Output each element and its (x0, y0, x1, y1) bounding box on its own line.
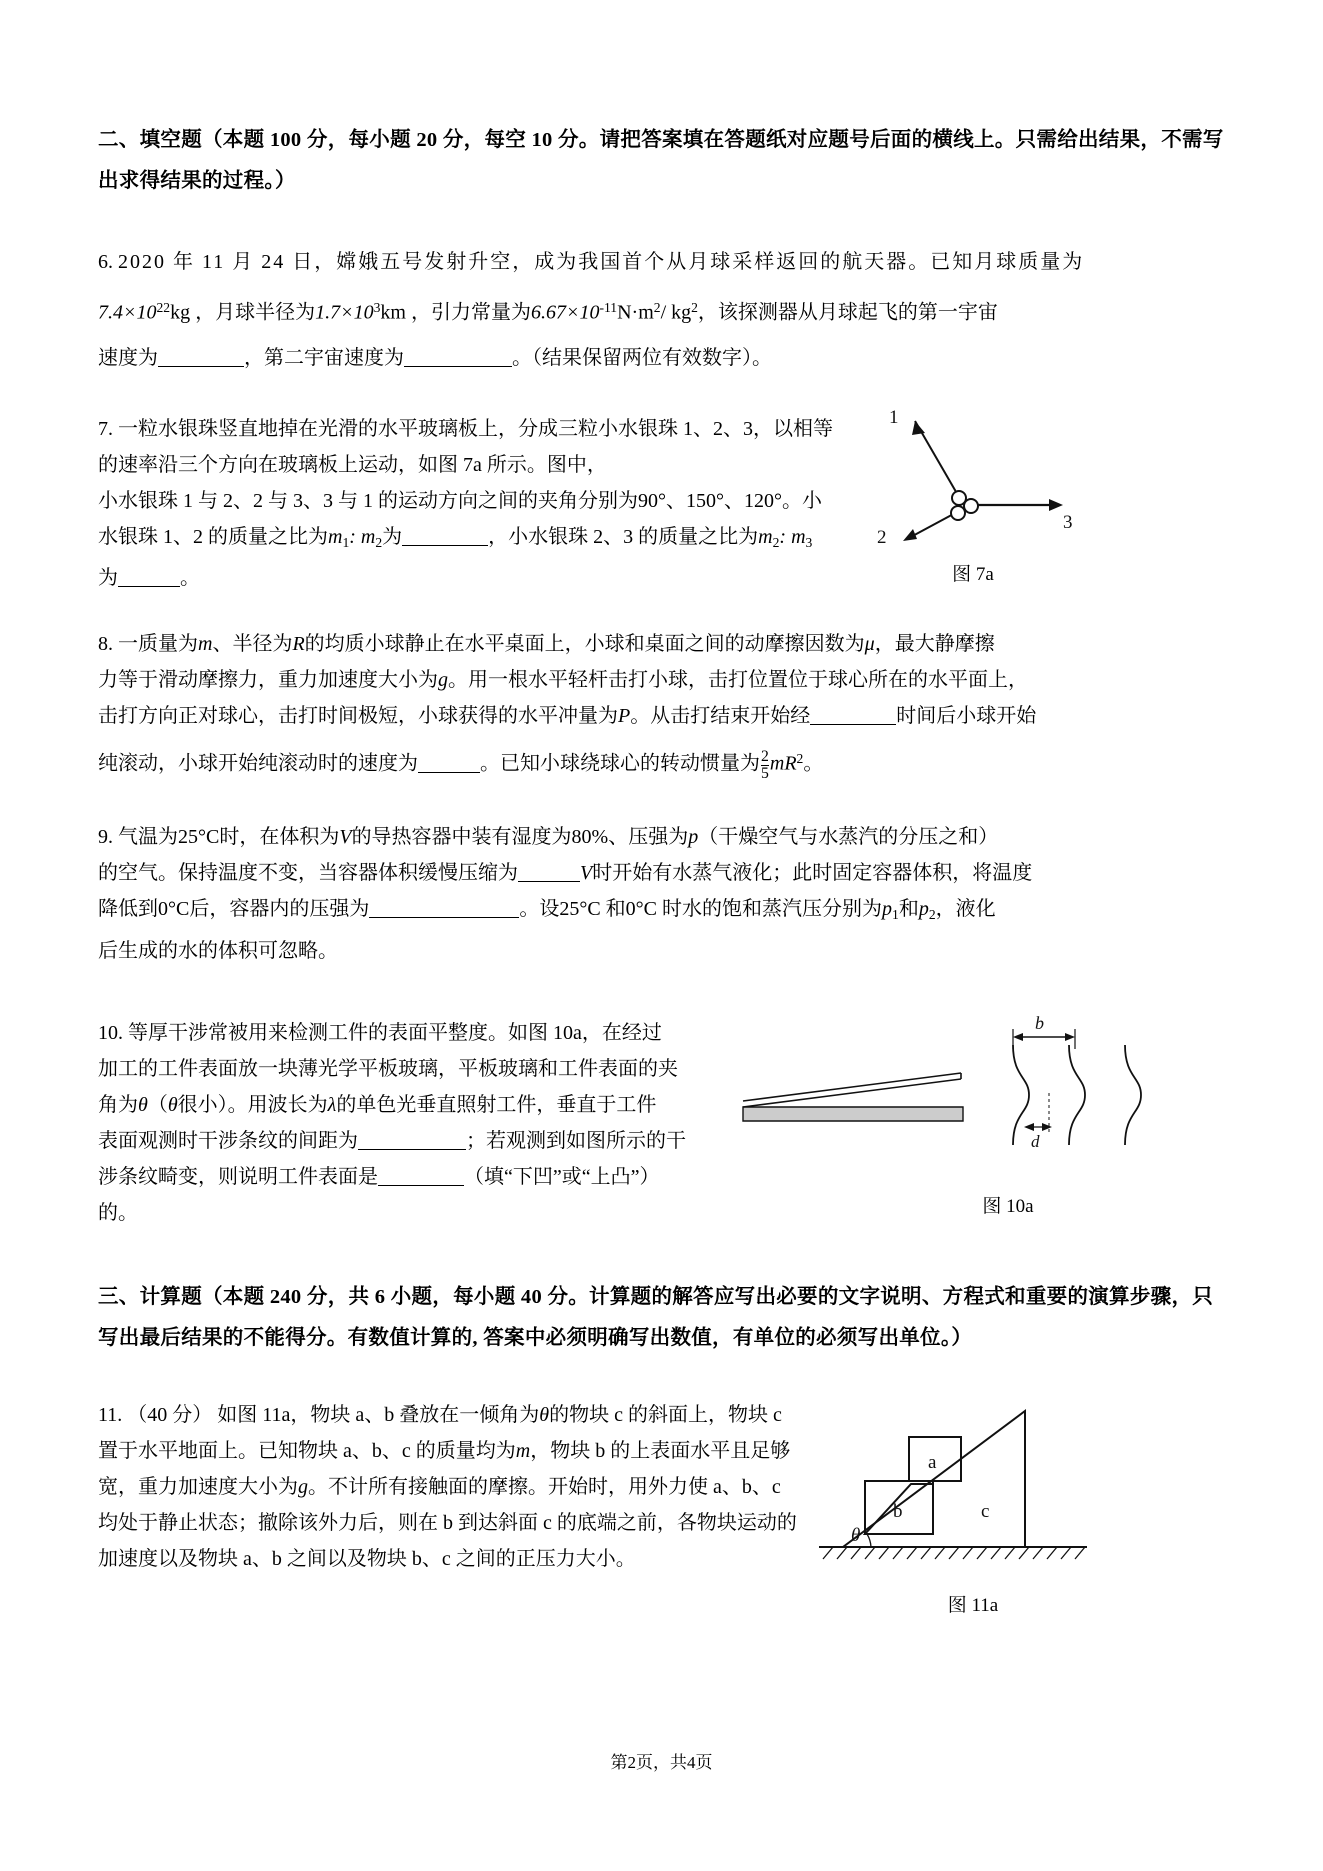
q7-m3: : m (779, 525, 806, 548)
figure-7a-label-3: 3 (1063, 511, 1073, 533)
question-7 (98, 406, 1226, 597)
figure-10a-label-d: d (1031, 1131, 1040, 1151)
q10-line3c: 很小）。用波长为 (177, 1093, 328, 1116)
q9-line2a: 的空气。保持温度不变，当容器体积缓慢压缩为 (98, 861, 518, 884)
q9-V2: V (580, 861, 593, 884)
q8-number: 8. (98, 633, 113, 656)
q11-line2a: 置于水平地面上。已知物块 a、b、c 的质量均为 (98, 1439, 516, 1462)
q6-radius-unit: km (380, 301, 406, 324)
q7-m1-sub: 1 (342, 534, 350, 550)
q7-line1: 一粒水银珠竖直地掉在光滑的水平玻璃板上，分成三粒小水银珠 1、2、3，以相等 (118, 417, 833, 440)
q7-m2: : m (349, 525, 376, 548)
q10-line3d: 的单色光垂直照射工件，垂直于工件 (336, 1093, 657, 1116)
q7-line4a: 水银珠 1、2 的质量之比为 (98, 525, 328, 548)
q11-number: 11. (98, 1403, 123, 1426)
q11-line3a: 宽，重力加速度大小为 (98, 1475, 298, 1498)
q6-blank-2[interactable] (404, 366, 512, 367)
q6-mass-exp: 22 (156, 300, 171, 315)
q8-line3a: 击打方向正对球心，击打时间极短，小球获得的水平冲量为 (98, 705, 618, 728)
q7-line3: 小水银珠 1 与 2、2 与 3、3 与 1 的运动方向之间的夹角分别为90°、150°、120°。小 (98, 489, 822, 512)
q8-mu: μ (864, 633, 875, 656)
q8-line1c: 的均质小球静止在水平桌面上，小球和桌面之间的动摩擦因数为 (304, 633, 865, 656)
page-content (98, 120, 1226, 1616)
q8-line1b: 、半径为 (212, 633, 293, 656)
q8-line4a: 纯滚动，小球开始纯滚动时的速度为 (98, 752, 418, 775)
q10-line4a: 表面观测时干涉条纹的间距为 (98, 1129, 358, 1152)
q8-line3c: 时间后小球开始 (896, 705, 1037, 728)
q10-line5a: 涉条纹畸变，则说明工件表面是 (98, 1165, 378, 1188)
q9-blank-1[interactable] (518, 881, 580, 882)
q8-line3b: 。从击打结束开始经 (630, 705, 811, 728)
q6-radius-exp: 3 (373, 300, 381, 315)
figure-11a-label-theta: θ (851, 1524, 861, 1546)
q7-line2: 的速率沿三个方向在玻璃板上运动，如图 7a 所示。图中， (98, 453, 607, 476)
q8-line2b: 。用一根水平轻杆击打小球，击打位置位于球心所在的水平面上， (448, 669, 1028, 692)
q8-blank-1[interactable] (810, 724, 896, 725)
q6-const-unit-b-exp: 2 (653, 300, 661, 315)
q7-line5b: 。 (180, 567, 200, 590)
figure-11a-caption: 图 11a (947, 1594, 999, 1616)
q10-line4b: ；若观测到如图所示的干 (466, 1129, 686, 1152)
q8-g: g (438, 669, 448, 692)
q9-V: V (339, 825, 352, 848)
q7-blank-2[interactable] (118, 586, 180, 587)
q6-line3c: 。（结果保留两位有效数字）。 (512, 346, 772, 369)
q8-R: R (292, 633, 305, 656)
q11-line1a: 如图 11a，物块 a、b 叠放在一倾角为 (217, 1403, 540, 1426)
q7-line4d: 为 (382, 525, 403, 548)
q8-fraction (761, 749, 769, 782)
q9-p: p (688, 825, 699, 848)
q11-line2b: ，物块 b 的上表面水平且足够 (530, 1439, 791, 1462)
q6-line1: 2020 年 11 月 24 日，嫦娥五号发射升空，成为我国首个从月球采样返回的航天器。已知月球质量为 (118, 251, 1085, 273)
q10-line3a: 角为 (98, 1093, 138, 1116)
q6-blank-1[interactable] (158, 366, 244, 367)
q7-m3-sub: 3 (805, 534, 813, 550)
q8-mR: mR (769, 752, 797, 775)
question-9 (98, 819, 1226, 969)
q9-p2-sub: 2 (928, 906, 936, 922)
q6-const-exp: -11 (599, 300, 618, 315)
q10-line1: 等厚干涉常被用来检测工件的表面平整度。如图 10a，在经过 (128, 1021, 662, 1044)
q6-radius-label: ，月球半径为 (195, 301, 316, 324)
q6-const-label: ，引力常量为 (410, 301, 531, 324)
q11-line1b: 的物块 c 的斜面上，物块 c (549, 1403, 782, 1426)
q9-number: 9. (98, 825, 113, 848)
q8-line1a: 一质量为 (118, 633, 198, 656)
figure-7a-label-1: 1 (889, 406, 899, 428)
q6-const: 6.67×10 (530, 301, 600, 324)
q11-line5: 加速度以及物块 a、b 之间以及物块 b、c 之间的正压力大小。 (98, 1547, 636, 1570)
q7-line4e: ，小水银珠 2、3 的质量之比为 (488, 525, 759, 548)
q7-line5a: 为 (98, 567, 118, 590)
q9-p2: p (918, 897, 929, 920)
figure-7a-caption: 图 7a (952, 563, 994, 585)
section-2-heading: 二、填空题（本题 100 分，每小题 20 分，每空 10 分。请把答案填在答题纸对应题号后面的横线上。只需给出结果，不需写出求得结果的过程。） (98, 129, 1224, 192)
q9-line4: 后生成的水的体积可忽略。 (98, 939, 338, 962)
q8-frac-den: 5 (761, 765, 769, 783)
q11-theta: θ (539, 1403, 550, 1426)
q7-m2b-sub: 2 (772, 534, 780, 550)
figure-10a-caption: 图 10a (982, 1195, 1034, 1217)
q8-line4b: 。已知小球绕球心的转动惯量为 (480, 752, 760, 775)
q9-line3b: 。设25°C 和0°C 时水的饱和蒸汽压分别为 (519, 897, 883, 920)
q8-m: m (198, 633, 213, 656)
q10-lambda: λ (327, 1093, 337, 1116)
q6-radius: 1.7×10 (315, 301, 374, 324)
q10-line6: 的。 (98, 1201, 138, 1224)
question-11 (98, 1397, 1226, 1616)
q8-P: P (618, 705, 631, 728)
q7-number: 7. (98, 417, 113, 440)
figure-11a-label-b: b (893, 1500, 903, 1522)
q11-line3b: 。不计所有接触面的摩擦。开始时，用外力使 a、b、c (308, 1475, 781, 1498)
q9-line2c: 时开始有水蒸气液化；此时固定容器体积，将温度 (592, 861, 1033, 884)
figure-7a-svg (863, 403, 1083, 543)
q10-line5b: （填“下凹”或“上凸”） (464, 1165, 660, 1188)
q9-line1c: （干燥空气与水蒸汽的分压之和） (698, 825, 999, 848)
figure-7a (858, 403, 1088, 593)
q6-const-unit-b: m (638, 301, 654, 324)
q8-blank-2[interactable] (418, 772, 480, 773)
figure-11a-svg (813, 1389, 1093, 1574)
q10-line2: 加工的工件表面放一块薄光学平板玻璃，平板玻璃和工件表面的夹 (98, 1057, 678, 1080)
q6-line3a: 速度为 (98, 346, 158, 369)
q6-mass: 7.4×10 (98, 301, 157, 324)
question-8 (98, 626, 1226, 789)
q8-line4d: 。 (803, 752, 824, 775)
q11-line4: 均处于静止状态；撤除该外力后，则在 b 到达斜面 c 的底端之前，各物块运动的 (98, 1511, 797, 1534)
figure-10a-label-b: b (1035, 1014, 1044, 1033)
q10-blank-1[interactable] (358, 1149, 466, 1150)
q7-m2b: m (758, 525, 773, 548)
q9-line1a: 气温为25°C时，在体积为 (118, 825, 340, 848)
q10-theta: θ (138, 1093, 148, 1116)
figure-10a (708, 1015, 1188, 1225)
q10-theta2: θ (167, 1093, 178, 1116)
q10-number: 10. (98, 1021, 123, 1044)
q6-const-unit-a: N (617, 301, 632, 324)
q7-m2-sub: 2 (375, 534, 383, 550)
q11-m: m (515, 1439, 531, 1462)
q6-number: 6. (98, 251, 113, 273)
q7-m1: m (328, 525, 343, 548)
figure-11a (808, 1389, 1098, 1624)
q11-score: （40 分） (127, 1403, 213, 1426)
q9-line1b: 的导热容器中装有湿度为80%、压强为 (351, 825, 689, 848)
q8-line1d: ，最大静摩擦 (874, 633, 995, 656)
q9-p1: p (882, 897, 893, 920)
question-6: 6. 2020 年 11 月 24 日，嫦娥五号发射升空，成为我国首个从月球采样返回的航天器。已知月球质量为 $7.4\times 10^{22}kg$ ，月球半径为$1.7\times 10^3km$ ，引力常量为$6.67\times 10^{-11}N\cdot m^2/$ $kg^2$，该探测器从月球起飞的第一宇宙 速度为 ，第二宇宙速度为 。（结果保留两位有效数字）。 (98, 251, 1085, 369)
figure-11a-label-a: a (928, 1451, 937, 1473)
q9-line3d: ，液化 (935, 897, 996, 920)
question-10 (98, 1015, 1226, 1231)
q8-mR-exp: 2 (796, 751, 804, 767)
q8-frac-num: 2 (761, 748, 769, 766)
page-footer: 第2页，共4页 (610, 1753, 713, 1772)
figure-11a-label-c: c (981, 1500, 990, 1522)
q11-g: g (298, 1475, 308, 1498)
q9-line3a: 降低到0°C后，容器内的压强为 (98, 897, 370, 920)
q6-tail1: ，该探测器从月球起飞的第一宇宙 (697, 301, 998, 324)
q6-const-unit-c: / kg (660, 301, 692, 324)
q9-line3c: 和 (898, 897, 919, 920)
q9-blank-2[interactable] (369, 917, 519, 918)
q10-line3b: （ (147, 1093, 168, 1116)
q6-const-unit-c-exp: 2 (691, 300, 698, 315)
q10-blank-2[interactable] (378, 1185, 464, 1186)
q6-line3b: ，第二宇宙速度为 (244, 346, 404, 369)
section-3-heading: 三、计算题（本题 240 分，共 6 小题，每小题 40 分。计算题的解答应写出必要的文字说明、方程式和重要的演算步骤，只写出最后结果的不能得分。有数值计算的, 答案中必须明确写出数值，有单位的必须写出单位。） (98, 1285, 1214, 1349)
figure-7a-label-2: 2 (877, 526, 887, 543)
q9-p1-sub: 1 (892, 906, 899, 922)
q7-blank-1[interactable] (402, 545, 488, 546)
figure-10a-svg (713, 1015, 1183, 1175)
q8-line2a: 力等于滑动摩擦力，重力加速度大小为 (98, 669, 438, 692)
q6-mass-unit: kg (170, 301, 191, 324)
